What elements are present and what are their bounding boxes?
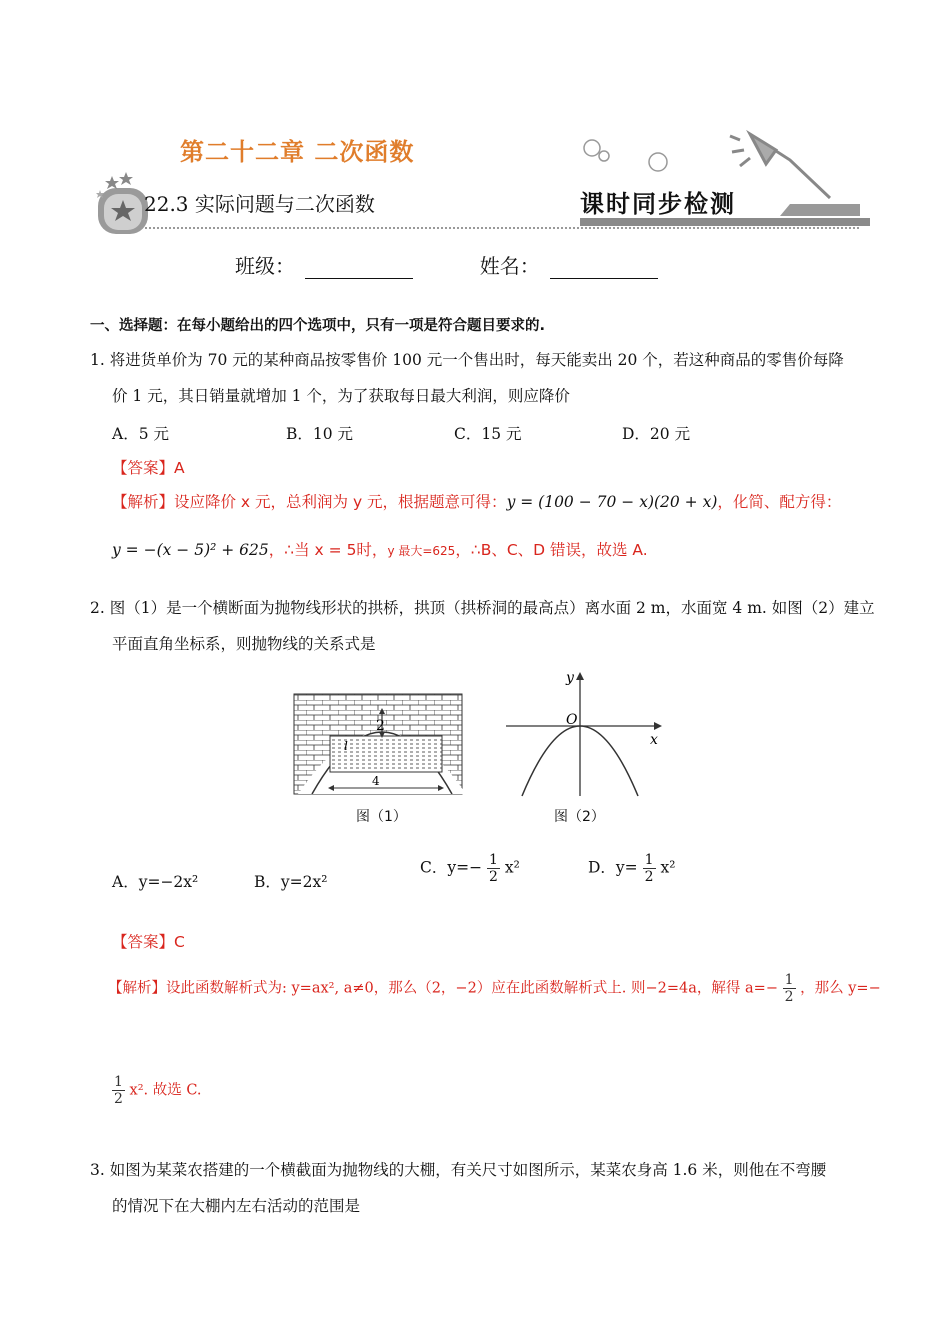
sync-test-label: 课时同步检测 (580, 189, 736, 218)
fig1-caption-text: 图（1） (356, 809, 407, 825)
class-blank (305, 260, 413, 279)
class-name-row (235, 250, 658, 279)
q1-analysis-line2 (112, 538, 648, 560)
q1-option-c: C．15 元 (454, 425, 522, 443)
star-badge-icon (96, 172, 148, 234)
q1-analysis-text-b: ，化简、配方得： (717, 493, 842, 511)
q2-option-d-prefix: D．y= (588, 858, 638, 877)
q1-formula-2: y = −(x − 5)² + 625 (112, 541, 269, 559)
section-heading: 一、选择题：在每小题给出的四个选项中，只有一项是符合题目要求的. (90, 318, 546, 334)
fig2-x-label: x (650, 732, 658, 748)
q2-analysis-fraction-2: $\frac{1}{2}$ (114, 1074, 123, 1107)
section-title: 22.3 实际问题与二次函数 (144, 192, 375, 216)
q2-option-a: A．y=−2x² (112, 873, 199, 891)
q1-analysis-line1 (112, 490, 841, 512)
q1-answer: 【答案】A (112, 459, 185, 477)
q1-analysis-text-d: ，∴B、C、D 错误，故选 A. (455, 541, 648, 559)
q2-analysis-text-b: ，那么 y=− (800, 980, 881, 997)
q1-option-b: B．10 元 (286, 425, 354, 443)
q2-option-d-x2: x² (660, 858, 676, 877)
desk-lamp-icon (730, 134, 860, 216)
q2-option-c-prefix: C．y=− (420, 858, 483, 877)
q2-option-c-x2: x² (504, 858, 520, 877)
q1-analysis-text-a: 【解析】设应降价 x 元，总利润为 y 元，根据题意可得： (112, 493, 507, 511)
fig1-width-label: 4 (372, 774, 380, 788)
q1-formula-1: y = (100 − 70 − x)(20 + x) (506, 493, 718, 511)
class-label: 班级： (235, 254, 295, 278)
q1-line2: 价 1 元，其日销量就增加 1 个，为了获取每日最大利润，则应降价 (112, 387, 570, 405)
name-label: 姓名： (479, 254, 540, 278)
q2-figure-2 (500, 666, 670, 802)
fig1-l-label: l (344, 739, 348, 753)
q2-analysis-line2 (112, 1074, 202, 1107)
bubbles-icon (584, 140, 667, 171)
q1-option-a: A．5 元 (112, 425, 169, 443)
q2-analysis-text-c: x². 故选 C. (129, 1082, 202, 1099)
q2-line1: 2. 图（1）是一个横断面为抛物线形状的拱桥，拱顶（拱桥洞的最高点）离水面 2 m，水面宽 4 m. 如图（2）建立 (90, 599, 875, 617)
q2-option-d-fraction: $\frac{1}{2}$ (644, 852, 654, 885)
q2-option-d (588, 852, 675, 885)
q2-analysis-text-a: 【解析】设此函数解析式为: y=ax², a≠0，那么（2，−2）应在此函数解析式上. 则−2=4a，解得 a=− (108, 980, 778, 997)
q3-line2: 的情况下在大棚内左右活动的范围是 (112, 1197, 361, 1215)
q2-option-b: B．y=2x² (254, 873, 328, 891)
fig2-y-label: y (566, 670, 574, 686)
chapter-title: 第二十二章 二次函数 (180, 138, 415, 166)
q2-option-c-fraction: $\frac{1}{2}$ (489, 852, 498, 885)
fig2-o-label: O (566, 712, 578, 728)
fig1-height-label: 2 (376, 718, 385, 734)
q2-analysis-fraction-1: $\frac{1}{2}$ (784, 972, 794, 1005)
q3-line1: 3. 如图为某菜农搭建的一个横截面为抛物线的大棚，有关尺寸如图所示，某菜农身高 1.6 米，则他在不弯腰 (90, 1161, 827, 1179)
fig2-caption-text: 图（2） (554, 809, 605, 825)
q1-analysis-text-c: ，∴当 x = 5时， (268, 541, 388, 559)
q1-line1: 1. 将进货单价为 70 元的某种商品按零售价 100 元一个售出时，每天能卖出 20 个，若这种商品的零售价每降 (90, 351, 844, 369)
q2-answer: 【答案】C (112, 933, 185, 951)
q2-line2: 平面直角坐标系，则抛物线的关系式是 (112, 635, 376, 653)
q1-option-d: D．20 元 (622, 425, 691, 443)
q2-option-c (420, 852, 520, 885)
q2-analysis-line1 (108, 972, 881, 1005)
q1-ymax: y 最大=625 (387, 544, 456, 558)
name-blank (550, 260, 658, 279)
